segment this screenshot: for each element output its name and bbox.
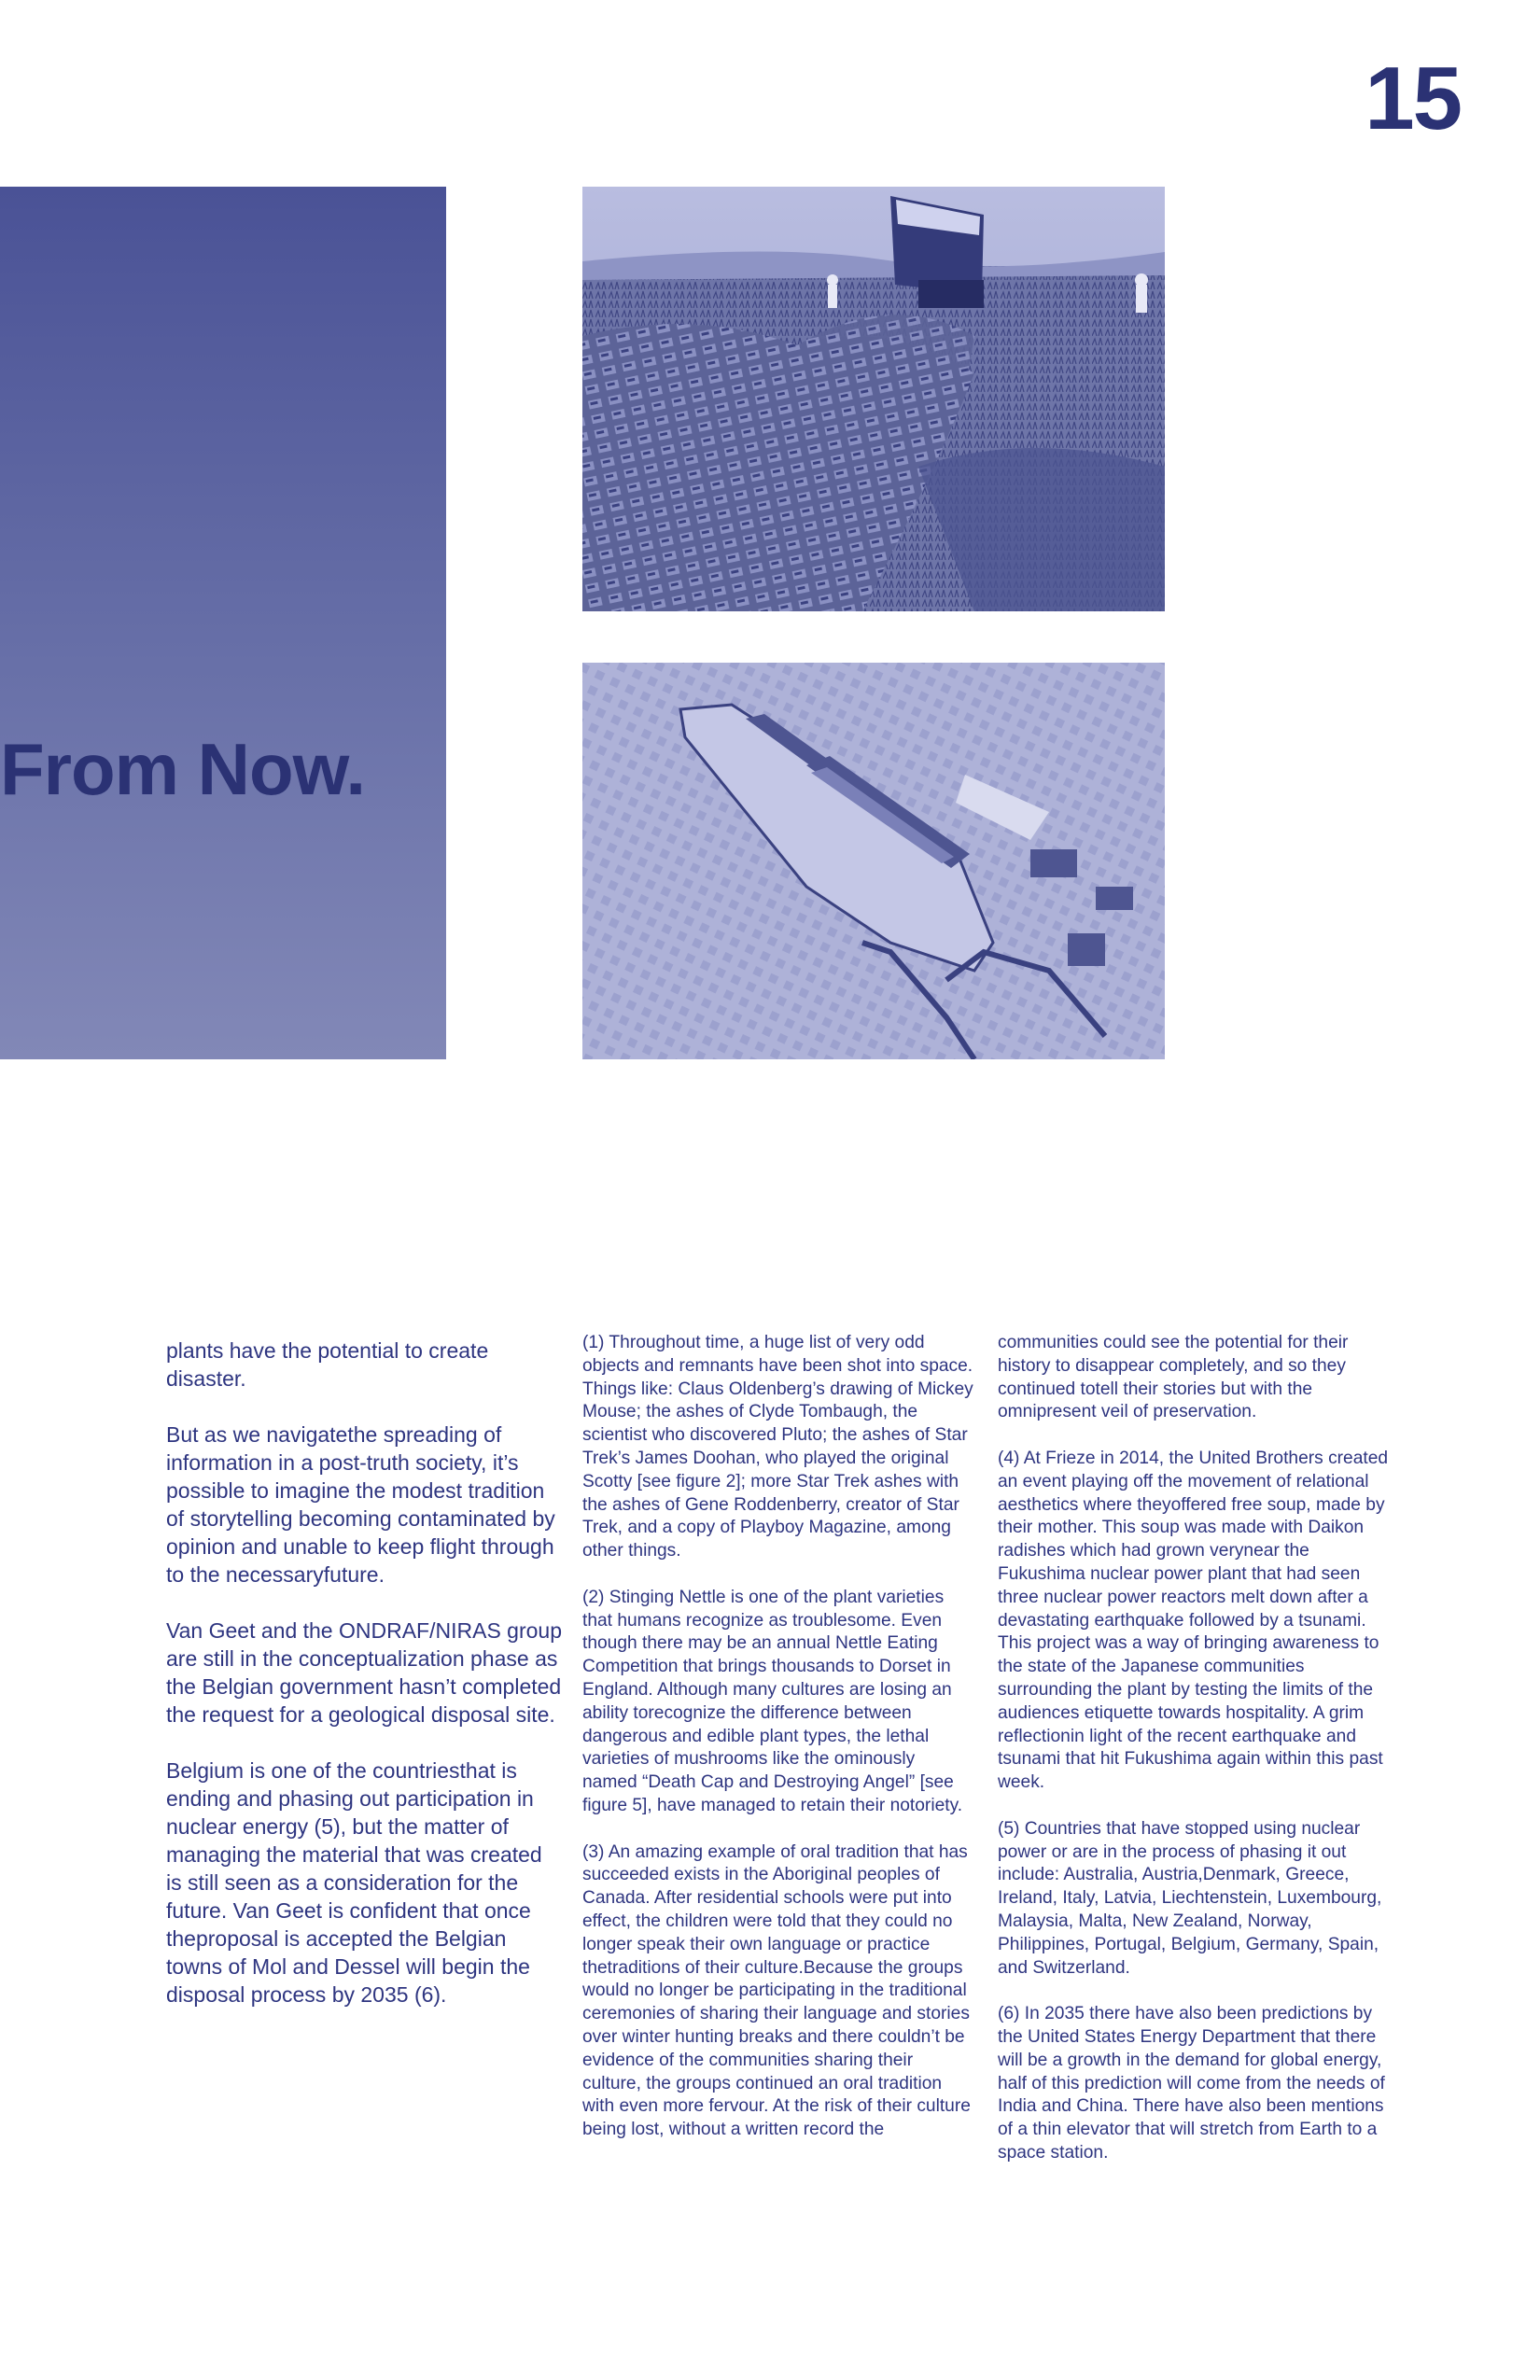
body-paragraph: Van Geet and the ONDRAF/NIRAS group are still in the conceptualization phase as the Belgian government hasn’t completed the request for a geological disposal site. <box>166 1618 562 1727</box>
footnote-2: (2) Stinging Nettle is one of the plant varieties that humans recognize as troublesome. Even though there may be an annual Nettle Eating Competition that brings thousands to Dorset in England. Although many cultures are losing an ability torecognize the difference between dangerous and edible plant types, the lethal varieties of mushrooms like the ominously named “Death Cap and Destroying Angel” [see figure 5], have managed to retain their notoriety. <box>582 1587 963 1815</box>
body-paragraph: Belgium is one of the countriesthat is ending and phasing out participation in nuclear energy (5), but the matter of managing the material that was created is still seen as a consideration for the future. Van Geet is confident that once theproposal is accepted the Belgian towns of Mol and Dessel will begin the disposal process by 2035 (6). <box>166 1758 542 2007</box>
footnote-3-continued: communities could see the potential for their history to disappear completely, and so they continued totell their stories but with the omnipresent veil of preservation. <box>998 1333 1349 1422</box>
footnotes-column-2 <box>998 1332 1390 2188</box>
aerial-disposal-facility-photo <box>582 663 1165 1059</box>
footnote-6: (6) In 2035 there have also been predictions by the United States Energy Department that there will be a growth in the demand for global energy, half of this prediction will come from the needs of India and China. There have also been mentions of a thin elevator that will stretch from Earth to a space station. <box>998 2004 1385 2163</box>
footnote-1: (1) Throughout time, a huge list of very odd objects and remnants have been shot into space. Things like: Claus Oldenberg’s drawing of Mickey Mouse; the ashes of Clyde Tombaugh, the scientist who discovered Pluto; the ashes of Star Trek’s James Doohan, who played the original Scotty [see figure 2]; more Star Trek ashes with the ashes of Gene Roddenberry, creator of Star Trek, and a copy of Playboy Magazine, among other things. <box>582 1333 973 1561</box>
page-number: 15 <box>1365 49 1461 148</box>
body-paragraph: plants have the potential to create disaster. <box>166 1338 489 1391</box>
body-paragraph: But as we navigatethe spreading of information in a post-truth society, it’s possible to imagine the modest tradition of storytelling becoming contaminated by opinion and unable to keep flight through to the necessaryfuture. <box>166 1422 555 1587</box>
main-body-text <box>166 1337 563 2037</box>
gradient-color-panel <box>0 187 446 1059</box>
footnote-3: (3) An amazing example of oral tradition that has succeeded exists in the Aboriginal peoples of Canada. After residential schools were put into effect, the children were told that they could no longer speak their own language or practice thetraditions of their culture.Because the groups would no longer be participating in the traditional ceremonies of sharing their language and stories over winter hunting breaks and there couldn’t be evidence of the communities sharing their culture, the groups continued an oral tradition with even more fervour. At the risk of their culture being lost, without a written record the <box>582 1841 971 2140</box>
footnote-4: (4) At Frieze in 2014, the United Brothers created an event playing off the movement of relational aesthetics where theyoffered free soup, made by their mother. This soup was made with Daikon radishes which had grown verynear the Fukushima nuclear power plant that had seen three nuclear power reactors melt down after a devastating earthquake followed by a tsunami. This project was a way of bringing awareness to the state of the Japanese communities surrounding the plant by testing the limits of the audiences etiquette towards hospitality. A grim reflectionin light of the recent earthquake and tsunami that hit Fukushima again within this past week. <box>998 1448 1389 1793</box>
section-title: From Now. <box>0 728 366 810</box>
footnote-5: (5) Countries that have stopped using nuclear power or are in the process of phasing it out include: Australia, Austria,Denmark, Greece, Ireland, Italy, Latvia, Liechtenstein, Luxembourg, Malaysia, Malta, New Zealand, Norway, Philippines, Portugal, Belgium, Germany, Spain, and Switzerland. <box>998 1818 1382 1978</box>
footnotes-column-1 <box>582 1332 974 2165</box>
aerial-facility-illustration <box>582 663 1165 1059</box>
truck-dumping-crates-illustration <box>582 187 1165 611</box>
truck-dumping-crates-photo <box>582 187 1165 611</box>
